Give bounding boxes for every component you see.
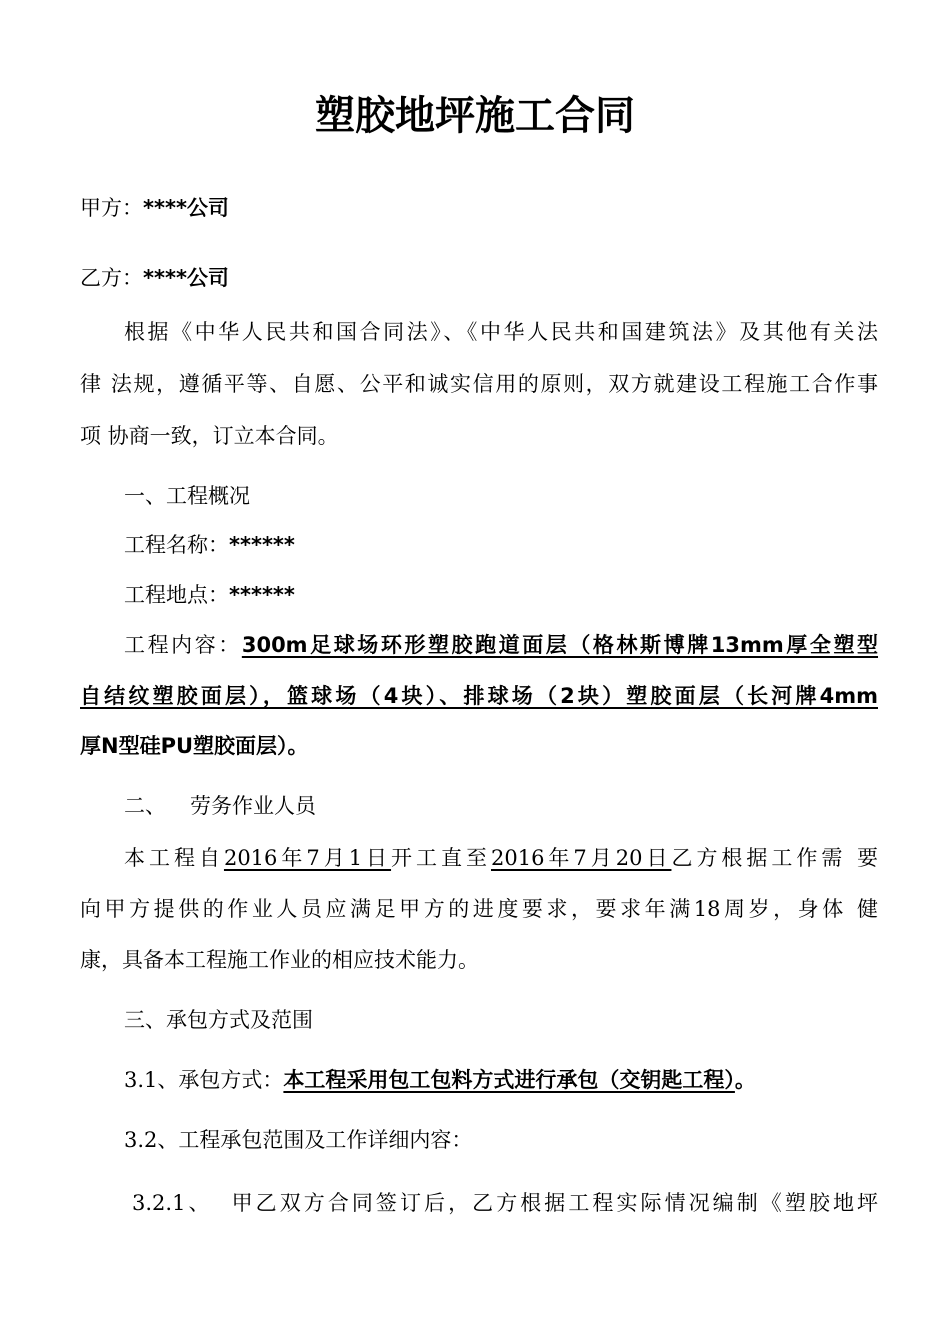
item-3-2-line: 3.2、工程承包范围及工作详细内容： bbox=[124, 1128, 473, 1152]
project-content-line-1 bbox=[80, 629, 878, 661]
document-title: 塑胶地坪施工合同 bbox=[315, 93, 635, 139]
preamble-line-2: 律 法规，遵循平等、自愿、公平和诚实信用的原则，双方就建设工程施工合作事 bbox=[80, 372, 878, 396]
party-a-label: 甲方： bbox=[80, 196, 143, 220]
end-date: 2016年7月20日 bbox=[491, 846, 672, 870]
project-location-label: 工程地点： bbox=[124, 583, 229, 607]
project-content-text-1: 300m足球场环形塑胶跑道面层（格林斯博牌13mm厚全塑型 bbox=[241, 633, 879, 657]
project-location-line bbox=[80, 579, 878, 611]
item-3-2-1-number: 3.2.1、 bbox=[132, 1191, 213, 1215]
project-content-line-2: 自结纹塑胶面层），篮球场（4块）、排球场（2块）塑胶面层（长河牌4mm bbox=[80, 684, 878, 708]
project-location-value: ****** bbox=[229, 583, 295, 607]
item-3-2-1-line bbox=[80, 1187, 878, 1219]
party-b-value: ****公司 bbox=[143, 266, 229, 290]
party-a-line bbox=[80, 192, 878, 224]
item-3-2-1-text: 甲乙双方合同签订后，乙方根据工程实际情况编制《塑胶地坪 bbox=[228, 1191, 878, 1215]
section2-heading-number: 二、 bbox=[124, 794, 166, 818]
section2-text-start: 本工程自 bbox=[124, 846, 224, 870]
party-a-value: ****公司 bbox=[143, 196, 229, 220]
project-name-label: 工程名称： bbox=[124, 533, 229, 557]
project-name-line bbox=[80, 529, 878, 561]
project-content-label: 工程内容： bbox=[124, 633, 242, 657]
section2-heading-text: 劳务作业人员 bbox=[190, 794, 316, 818]
section2-heading bbox=[80, 790, 878, 822]
party-b-label: 乙方： bbox=[80, 266, 143, 290]
section2-line-2: 向甲方提供的作业人员应满足甲方的进度要求，要求年满18周岁，身体 健 bbox=[80, 897, 878, 921]
section1-heading: 一、工程概况 bbox=[124, 484, 250, 508]
section2-text-mid: 开工直至 bbox=[391, 846, 491, 870]
item-3-1-value: 本工程采用包工包料方式进行承包（交钥匙工程） bbox=[283, 1068, 735, 1092]
section2-line-3: 康，具备本工程施工作业的相应技术能力。 bbox=[80, 948, 479, 972]
party-b-line bbox=[80, 262, 878, 294]
item-3-1-line bbox=[80, 1064, 878, 1096]
item-3-1-end: 。 bbox=[734, 1068, 756, 1092]
project-content-line-3: 厚N型硅PU塑胶面层）。 bbox=[80, 734, 309, 758]
section3-heading: 三、承包方式及范围 bbox=[124, 1008, 313, 1032]
section2-line-1 bbox=[80, 842, 878, 874]
preamble-line-1: 根据《中华人民共和国合同法》、《中华人民共和国建筑法》及其他有关法 bbox=[124, 320, 878, 344]
preamble-line-3: 项 协商一致，订立本合同。 bbox=[80, 424, 339, 448]
start-date: 2016年7月1日 bbox=[223, 846, 392, 870]
project-name-value: ****** bbox=[229, 533, 295, 557]
item-3-1-label: 3.1、承包方式： bbox=[124, 1068, 284, 1092]
section2-text-end: 乙方根据工作需 要 bbox=[671, 846, 879, 870]
